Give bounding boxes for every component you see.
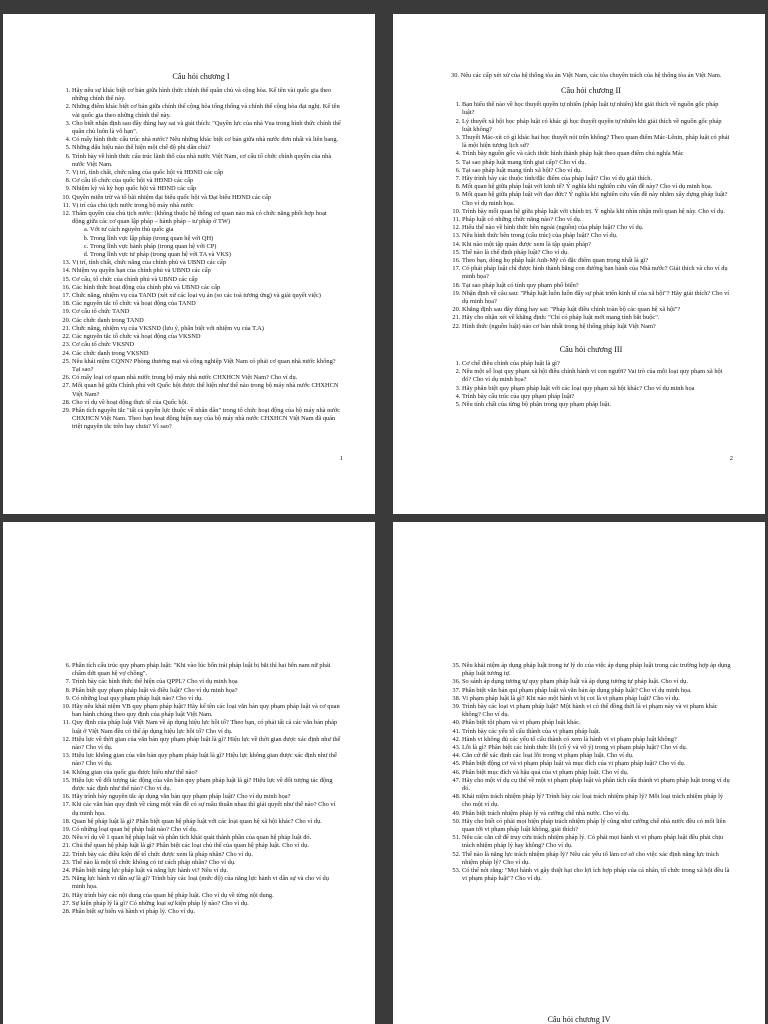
chapter-4-title: Câu hỏi chương IV — [547, 1015, 611, 1024]
question-item: 10. Hãy nêu khái niệm VB quy phạm pháp luật? Hãy kể tên các loại văn bản quy phạm pháp luật và cơ quan ban hành chúng theo quy định của pháp luật Việt Nam. — [72, 703, 341, 719]
question-item: 22. Trình bày các điều kiện để tổ chức được xem là pháp nhân? Cho ví dụ. — [72, 851, 341, 859]
question-item: 20. Nêu ví dụ về 1 quan hệ pháp luật và phân tích khái quát thành phần của quan hệ pháp luật đó. — [72, 834, 341, 842]
sub-item: d. Trong lĩnh vực tư pháp (trong quan hệ với TA và VKS) — [90, 251, 341, 259]
question-item: 26. Có mấy loại cơ quan nhà nước trong bộ máy nhà nước CHXHCN Việt Nam? Cho ví dụ. — [72, 374, 341, 382]
question-item: 12. Hiểu thế nào về hình thức bên ngoài (nguồn) của pháp luật? Cho ví dụ. — [462, 224, 731, 232]
chapter-3-question-list-continued — [61, 662, 341, 916]
chapter-1-question-list — [61, 87, 341, 432]
question-item: 3. Hãy phân biệt quy phạm pháp luật với các loại quy phạm xã hội khác? Cho ví dụ minh họa — [462, 385, 731, 393]
question-item: 24. Phân biệt năng lực pháp luật và năng lực hành vi? Nêu ví dụ. — [72, 867, 341, 875]
question-item: 10. Trình bày mối quan hệ giữa pháp luật với chính trị. Ý nghĩa khi nhìn nhận mối quan hệ này. Cho ví dụ. — [462, 208, 731, 216]
question-item: 8. Phân biệt quy phạm pháp luật và điều luật? Cho ví dụ minh họa? — [72, 687, 341, 695]
question-item: 47. Hãy cho một ví dụ cụ thể về một vi phạm pháp luật và phân tích cấu thành vi phạm pháp luật trong ví dụ đó. — [462, 777, 731, 793]
question-item: 6. Phân tích cấu trúc quy phạm pháp luật: "Khi vào lúc bốn trái pháp luật bị bắt thì hai bên nam nữ phải chấm dứt quan hệ vợ chồng". — [72, 662, 341, 678]
chapter-1-title: Câu hỏi chương I — [172, 72, 230, 81]
question-item: 17. Khi các văn bản quy định về cùng một vấn đề có sự mâu thuẫn nhau thì giải quyết như thế nào? Cho ví dụ minh họa. — [72, 801, 341, 817]
page-number: 2 — [729, 455, 733, 462]
question-item: 1. Bạn hiểu thế nào về học thuyết quyền tự nhiên (pháp luật tự nhiên) khi giải thích về nguồn gốc pháp luật? — [462, 101, 731, 117]
chapter-3-question-list-continued-2 — [451, 662, 731, 883]
question-item: 11. Quy định của pháp luật Việt Nam về áp dụng hiệu lực hồi tố? Theo bạn, có phải tất cả các văn bản pháp luật ở Việt Nam đều có thể áp dụng hiệu lực hồi tố? Cho ví dụ. — [72, 719, 341, 735]
question-item: 44. Căn cứ để xác định các loại lỗi trong vi phạm pháp luật. Cho ví dụ. — [462, 752, 731, 760]
question-item: 28. Phân biệt sự biến và hành vi pháp lý. Cho ví dụ. — [72, 908, 341, 916]
question-item: 18. Tại sao pháp luật có tính quy phạm phổ biến? — [462, 282, 731, 290]
question-item: 24. Các chức danh trong VKSND — [72, 350, 341, 358]
question-item: 17. Chức năng, nhiệm vụ của TAND (xét xử các loại vụ án (so các toà tương ứng) và giải quyết việc) — [72, 292, 341, 300]
question-item: 12. Thẩm quyền của chủ tịch nước: (không thuộc hệ thống cơ quan nào mà có chức năng phối hợp hoạt động giữa các cơ quan lập pháp – hành pháp – tư pháp ở TW) a. Với tư cách nguyên thủ quốc gia b. Trong lĩnh vực lập pháp (trong quan hệ với QH) c. Trong lĩnh vực hành pháp (trong quan hệ với CP) d. Trong lĩnh vực tư pháp (trong quan hệ với TA và VKS) — [72, 210, 341, 259]
question-item: 7. Vị trí, tính chất, chức năng của quốc hội và HĐND các cấp — [72, 169, 341, 177]
question-item: 9. Có những loại quy phạm pháp luật nào? Cho ví dụ. — [72, 695, 341, 703]
question-item: 28. Cho ví dụ về hoạt động thực tế của Quốc hội. — [72, 399, 341, 407]
document-page-3 — [3, 522, 375, 1024]
question-item: 15. Hiệu lực về đối tượng tác động của văn bản quy phạm pháp luật là gì? Hiệu lực về đối tượng tác động được xác định như thế nào? Cho ví dụ. — [72, 777, 341, 793]
question-item: 13. Nêu hình thức bên trong (cấu trúc) của pháp luật? Cho ví dụ. — [462, 232, 731, 240]
question-item: 9. Mối quan hệ giữa pháp luật với đạo đức? Ý nghĩa khi nghiên cứu vấn đề này nhằm xây dựng pháp luật? Cho ví dụ minh họa. — [462, 191, 731, 207]
document-page-4 — [393, 522, 765, 1024]
question-item: 53. Có thể nói rằng: "Mọi hành vi gây thiệt hại cho lợi ích hợp pháp của cá nhân, tổ chức trong xã hội đều là vi phạm pháp luật"? Cho ví dụ. — [462, 867, 731, 883]
question-item: 36. So sánh áp dụng tương tự quy phạm pháp luật và áp dụng tương tự pháp luật. Cho ví dụ. — [462, 678, 731, 686]
question-item: 21. Chức năng, nhiệm vụ của VKSND (lưu ý, phân biệt với nhiệm vụ của T.A) — [72, 325, 341, 333]
document-page-2 — [393, 14, 765, 514]
question-item: 26. Hãy trình bày các nội dung của quan hệ pháp luật. Cho ví dụ về từng nội dung. — [72, 892, 341, 900]
question-item: 11. Vị trí của chủ tịch nước trong bộ máy nhà nước — [72, 202, 341, 210]
question-item: 46. Phân biệt mục đích và hậu quả của vi phạm pháp luật. Cho ví dụ. — [462, 769, 731, 777]
question-item: 4. Trình bày nguồn gốc và cách thức hình thành pháp luật theo quan điểm chủ nghĩa Mác — [462, 150, 731, 158]
question-item: 52. Thế nào là năng lực trách nhiệm pháp lý? Nêu các yếu tố làm cơ sở cho việc xác định năng lực trách nhiệm pháp lý? Cho ví dụ. — [462, 851, 731, 867]
question-item: 25. Năng lực hành vi dân sự là gì? Trình bày các loại (mức độ) của năng lực hành vi dân sự và cho ví dụ minh họa. — [72, 875, 341, 891]
question-item: 21. Chủ thể quan hệ pháp luật là gì? Phân biệt các loại chủ thể của quan hệ pháp luật. Cho ví dụ. — [72, 842, 341, 850]
question-item: 43. Lỗi là gì? Phân biệt các hình thức lỗi (cố ý và vô ý) trong vi phạm pháp luật? Cho ví dụ. — [462, 744, 731, 752]
question-item: 22. Các nguyên tắc tổ chức và hoạt động của VKSND — [72, 333, 341, 341]
question-item: 13. Hiệu lực không gian của văn bản quy phạm pháp luật là gì? Hiệu lực không gian được xác định như thế nào? Cho ví dụ. — [72, 752, 341, 768]
chapter-3-question-list — [451, 360, 731, 409]
question-item: 39. Trình bày các loại vi phạm pháp luật? Một hành vi có thể đồng thời là vi phạm này và vi phạm khác không? Cho ví dụ. — [462, 703, 731, 719]
question-item: 12. Hiệu lực về thời gian của văn bản quy phạm pháp luật là gì? Hiệu lực về thời gian được xác định như thế nào? Cho ví dụ. — [72, 736, 341, 752]
question-item: 20. Các chức danh trong TAND — [72, 317, 341, 325]
question-item: 6. Trình bày về hình thức cấu trúc lãnh thổ của nhà nước Việt Nam, cơ cấu tổ chức chính quyền của nhà nước Việt Nam. — [72, 153, 341, 169]
chapter-2-title: Câu hỏi chương II — [561, 86, 621, 96]
question-item: 51. Nêu các căn cứ để truy cứu trách nhiệm pháp lý. Có phải mọi hành vi vi phạm pháp luật đều phải chịu trách nhiệm pháp lý hay không? Cho ví dụ. — [462, 834, 731, 850]
question-item: 8. Cơ cấu tổ chức của quốc hội và HĐND các cấp — [72, 177, 341, 185]
chapter-3-title: Câu hỏi chương III — [559, 344, 623, 354]
question-item: 7. Hãy trình bày các thuộc tính/đặc điểm của pháp luật? Cho ví dụ giải thích. — [462, 175, 731, 183]
question-item: 29. Phân tích nguyên tắc "tất cả quyền lực thuộc về nhân dân" trong tổ chức hoạt động của bộ máy nhà nước CHXHCN Việt Nam. Theo bạn hoạt động hiện nay của bộ máy nhà nước CHXHCN Việt Nam đã quán triệt nguyên tắc trên hay chưa? Vì sao? — [72, 407, 341, 432]
question-item: 23. Cơ cấu tổ chức VKSND — [72, 341, 341, 349]
question-item: 15. Cơ cấu, tổ chức của chính phủ và UBND các cấp — [72, 276, 341, 284]
question-item: 40. Phân biệt tội phạm và vi phạm pháp luật khác. — [462, 719, 731, 727]
question-item: 49. Phân biệt trách nhiệm pháp lý và cưỡng chế nhà nước. Cho ví dụ. — [462, 810, 731, 818]
question-item: 9. Nhiệm kỳ và kỳ họp quốc hội và HĐND các cấp — [72, 185, 341, 193]
question-item: 4. Có mấy hình thức cấu trúc nhà nước? Nêu những khác biệt cơ bản giữa nhà nước đơn nhất và liên bang. — [72, 136, 341, 144]
page-number: 1 — [339, 455, 343, 462]
question-item: 41. Trình bày các yếu tố cấu thành của vi phạm pháp luật. — [462, 728, 731, 736]
question-item: 16. Theo bạn, dòng họ pháp luật Anh-Mỹ có đặc điểm quan trọng nhất là gì? — [462, 257, 731, 265]
question-item: 27. Mối quan hệ giữa Chính phủ với Quốc hội được thể hiện như thế nào trong bộ máy nhà nước CHXHCN Việt Nam? — [72, 382, 341, 398]
question-item: 16. Hãy trình bày nguyên tắc áp dụng văn bản quy phạm pháp luật? Cho ví dụ minh họa? — [72, 793, 341, 801]
question-item: 1. Cơ chế điều chỉnh của pháp luật là gì? — [462, 360, 731, 368]
president-powers-sublist — [72, 226, 341, 259]
question-item: 17. Có phải pháp luật chỉ được hình thành bằng con đường ban hành của Nhà nước? Giải thích và cho ví dụ minh họa? — [462, 265, 731, 281]
question-item: 38. Vi phạm pháp luật là gì? Khi nào một hành vi bị coi là vi phạm pháp luật? Cho ví dụ. — [462, 695, 731, 703]
question-item: 11. Pháp luật có những chức năng nào? Cho ví dụ. — [462, 216, 731, 224]
question-item: 19. Có những loại quan hệ pháp luật nào? Cho ví dụ. — [72, 826, 341, 834]
question-item: 10. Quyền miễn trừ và tổ bãi nhiệm đại biểu quốc hội và Đại biểu HĐND các cấp — [72, 194, 341, 202]
question-item: 5. Những dấu hiệu nào thể hiện một chế độ phi dân chủ? — [72, 144, 341, 152]
question-item: 1. Hãy nêu sự khác biệt cơ bản giữa hình thức chính thể quân chủ và cộng hòa. Kể tên vài quốc gia theo những chính thể này. — [72, 87, 341, 103]
question-item: 50. Hãy cho biết có phải mọi biện pháp trách nhiệm pháp lý cũng như cưỡng chế nhà nước đều có mối liên quan tới vi phạm pháp luật không, giải thích? — [462, 818, 731, 834]
question-item: 5. Tại sao pháp luật mang tính giai cấp? Cho ví dụ. — [462, 159, 731, 167]
question-item: 23. Thế nào là một tổ chức không có tư cách pháp nhân? Cho ví dụ. — [72, 859, 341, 867]
question-item: 2. Lý thuyết xã hội học pháp luật có khác gì học thuyết quyền tự nhiên khi giải thích về nguồn gốc pháp luật không? — [462, 118, 731, 134]
question-item: 2. Những điểm khác biệt cơ bản giữa chính thể cộng hòa tổng thống và chính thể cộng hòa đại nghị. Kể tên vài quốc gia theo những chính thể này. — [72, 103, 341, 119]
question-item: 14. Nhiệm vụ quyền hạn của chính phủ và UBND các cấp — [72, 267, 341, 275]
question-30: 30. Nêu các cấp xét xử của hệ thống tòa án Việt Nam, các tòa chuyên trách của hệ thống tòa án Việt Nam. — [451, 72, 722, 79]
question-item: 5. Nêu tính chất của từng bộ phận trong quy phạm pháp luật. — [462, 401, 731, 409]
question-item: 20. Khẳng định sau đây đúng hay sai: "Pháp luật điều chỉnh toàn bộ các quan hệ xã hội"? — [462, 306, 731, 314]
question-item: 14. Khi nào một tập quán được xem là tập quán pháp? — [462, 241, 731, 249]
chapter-2-question-list — [451, 101, 731, 331]
question-item: 2. Nêu một số loại quy phạm xã hội điều chỉnh hành vi con người? Vai trò của mỗi loại quy phạm xã hội đó? Cho ví dụ minh họa? — [462, 368, 731, 384]
question-item: 48. Khái niệm trách nhiệm pháp lý? Trình bày các loại trách nhiệm pháp lý? Mỗi loại trách nhiệm pháp lý cho một ví dụ. — [462, 793, 731, 809]
question-item: 7. Trình bày các hình thức thể hiện của QPPL? Cho ví dụ minh họa — [72, 678, 341, 686]
question-item: 22. Hình thức (nguồn luật) nào cơ bản nhất trong hệ thống pháp luật Việt Nam? — [462, 323, 731, 331]
question-item: 25. Nêu khái niệm CQNN? Phòng thương mại và công nghiệp Việt Nam có phải cơ quan nhà nước không? Tại sao? — [72, 358, 341, 374]
question-item: 13. Vị trí, tính chất, chức năng của chính phủ và UBND các cấp — [72, 259, 341, 267]
question-item: 45. Phân biệt động cơ và vi phạm pháp luật và mục đích của vi phạm pháp luật? Cho ví dụ. — [462, 760, 731, 768]
question-item: 6. Tại sao pháp luật mang tính xã hội? Cho ví dụ. — [462, 167, 731, 175]
question-item: 19. Cơ cấu tổ chức TAND — [72, 308, 341, 316]
sub-item: b. Trong lĩnh vực lập pháp (trong quan hệ với QH) — [90, 235, 341, 243]
question-item: 3. Thuyết Mác-xít có gì khác hai học thuyết nói trên không? Theo quan điểm Mác-Lênin, pháp luật có phải là một hiện tượng lịch sử? — [462, 134, 731, 150]
question-item: 16. Các hình thức hoạt động của chính phủ và UBND các cấp — [72, 284, 341, 292]
question-item: 37. Phân biệt văn bản qui phạm pháp luật và văn bản áp dụng pháp luật? Cho ví dụ minh họa. — [462, 687, 731, 695]
question-item: 21. Hãy cho nhận xét về khẳng định: "Chỉ có pháp luật mới mang tính bắt buộc". — [462, 314, 731, 322]
question-item: 8. Mối quan hệ giữa pháp luật với kinh tế? Ý nghĩa khi nghiên cứu vấn đề này? Cho ví dụ minh họa. — [462, 183, 731, 191]
question-item: 18. Quan hệ pháp luật là gì? Phân biệt quan hệ pháp luật với các loại quan hệ xã hội khác? Cho ví dụ. — [72, 818, 341, 826]
question-item: 19. Nhận định về câu sau: "Pháp luật luôn luôn đẩy sự phát triển kinh tế của xã hội"? Hãy giải thích? Cho ví dụ minh họa? — [462, 290, 731, 306]
question-item: 18. Các nguyên tắc tổ chức và hoạt động của TAND — [72, 300, 341, 308]
question-item: 27. Sự kiện pháp lý là gì? Có những loại sự kiện pháp lý nào? Cho ví dụ. — [72, 900, 341, 908]
question-item: 3. Cho biết nhận định sau đây đúng hay sai và giải thích: "Quyền lực của nhà Vua trong hình thức chính thể quân chủ luôn là vô hạn". — [72, 120, 341, 136]
question-item: 14. Không gian của quốc gia được hiểu như thế nào? — [72, 769, 341, 777]
sub-item: a. Với tư cách nguyên thủ quốc gia — [90, 226, 341, 234]
question-item: 4. Trình bày cấu trúc của quy phạm pháp luật? — [462, 393, 731, 401]
question-item: 15. Thế nào là chế định pháp luật? Cho ví dụ. — [462, 249, 731, 257]
question-item: 35. Nêu khái niệm áp dụng pháp luật trong tư lý do của việc áp dụng pháp luật trong các trường hợp áp dụng pháp luật tương tự. — [462, 662, 731, 678]
sub-item: c. Trong lĩnh vực hành pháp (trong quan hệ với CP) — [90, 243, 341, 251]
document-page-1 — [3, 14, 375, 514]
question-item: 42. Hành vi không đủ các yếu tố cấu thành có xem là hành vi vi phạm pháp luật không? — [462, 736, 731, 744]
